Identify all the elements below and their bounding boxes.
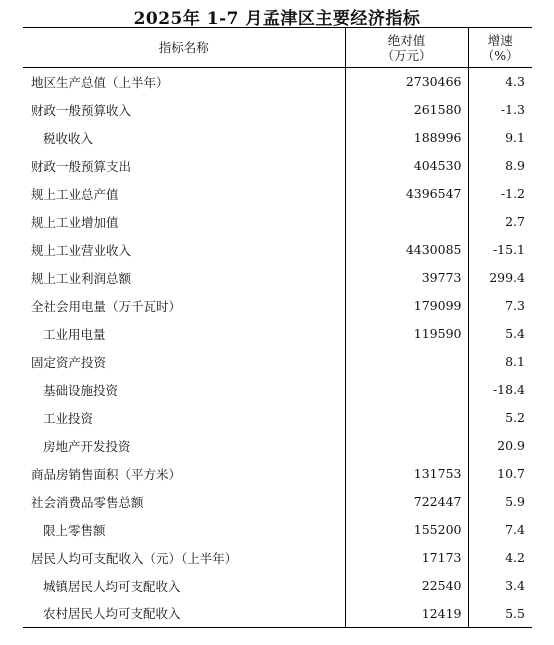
growth-rate-cell: 299.4 — [468, 264, 532, 292]
header-rate-unit: （%） — [481, 47, 519, 63]
growth-rate-cell: -15.1 — [468, 236, 532, 264]
absolute-value-cell: 2730466 — [345, 68, 468, 96]
growth-rate-cell: 8.1 — [468, 348, 532, 376]
absolute-value-cell — [345, 404, 468, 432]
growth-rate-cell: 5.5 — [468, 600, 532, 628]
growth-rate-cell: 3.4 — [468, 572, 532, 600]
absolute-value-cell — [345, 348, 468, 376]
growth-rate-cell: -1.3 — [468, 96, 532, 124]
table-row — [23, 180, 532, 208]
absolute-value-cell: 155200 — [345, 516, 468, 544]
table-row — [23, 432, 532, 460]
table-row — [23, 208, 532, 236]
growth-rate-cell: 10.7 — [468, 460, 532, 488]
growth-rate-cell: 5.9 — [468, 488, 532, 516]
indicator-name-cell: 地区生产总值（上半年） — [31, 74, 169, 90]
table-row — [23, 320, 532, 348]
table-row — [23, 600, 532, 628]
indicator-name-cell: 工业用电量 — [43, 326, 106, 342]
table-row — [23, 68, 532, 96]
header-value-label: 绝对值 — [387, 32, 426, 48]
absolute-value-cell: 179099 — [345, 292, 468, 320]
growth-rate-cell: 5.4 — [468, 320, 532, 348]
absolute-value-cell: 17173 — [345, 544, 468, 572]
absolute-value-cell: 4430085 — [345, 236, 468, 264]
growth-rate-cell: 7.4 — [468, 516, 532, 544]
absolute-value-cell: 722447 — [345, 488, 468, 516]
table-row — [23, 292, 532, 320]
table-row — [23, 152, 532, 180]
growth-rate-cell: 7.3 — [468, 292, 532, 320]
indicator-name-cell: 全社会用电量（万千瓦时） — [31, 298, 182, 314]
growth-rate-cell: 20.9 — [468, 432, 532, 460]
indicator-name-cell: 限上零售额 — [43, 522, 106, 538]
growth-rate-cell: -18.4 — [468, 376, 532, 404]
table-row — [23, 124, 532, 152]
header-rate-label: 增速 — [487, 32, 513, 48]
indicator-name-cell: 税收收入 — [43, 130, 94, 146]
growth-rate-cell: 4.2 — [468, 544, 532, 572]
table-row — [23, 96, 532, 124]
absolute-value-cell — [345, 432, 468, 460]
header-growth-rate — [468, 28, 532, 68]
table-row — [23, 264, 532, 292]
table-row — [23, 460, 532, 488]
page-title: 2025年 1-7 月孟津区主要经济指标 — [133, 9, 421, 29]
table-row — [23, 544, 532, 572]
table-row — [23, 516, 532, 544]
indicator-name-cell: 工业投资 — [43, 410, 94, 426]
absolute-value-cell: 404530 — [345, 152, 468, 180]
indicator-name-cell: 财政一般预算支出 — [31, 158, 132, 174]
indicator-name-cell: 规上工业利润总额 — [31, 270, 132, 286]
growth-rate-cell: 5.2 — [468, 404, 532, 432]
header-value-unit: （万元） — [381, 47, 432, 63]
table-body — [23, 68, 532, 628]
absolute-value-cell: 119590 — [345, 320, 468, 348]
absolute-value-cell: 131753 — [345, 460, 468, 488]
indicator-name-cell: 固定资产投资 — [31, 354, 107, 370]
absolute-value-cell: 188996 — [345, 124, 468, 152]
economic-indicators-table — [23, 27, 532, 628]
absolute-value-cell — [345, 208, 468, 236]
absolute-value-cell — [345, 376, 468, 404]
header-row — [23, 28, 532, 68]
indicator-name-cell: 基础设施投资 — [43, 382, 119, 398]
table-row — [23, 348, 532, 376]
absolute-value-cell: 4396547 — [345, 180, 468, 208]
indicator-name-cell: 财政一般预算收入 — [31, 102, 132, 118]
indicator-name-cell: 房地产开发投资 — [43, 438, 131, 454]
growth-rate-cell: -1.2 — [468, 180, 532, 208]
indicator-name-cell: 社会消费品零售总额 — [31, 494, 144, 510]
indicator-name-cell: 农村居民人均可支配收入 — [23, 600, 345, 628]
absolute-value-cell: 261580 — [345, 96, 468, 124]
header-absolute-value — [345, 28, 468, 68]
table-row — [23, 376, 532, 404]
indicator-name-cell: 居民人均可支配收入（元）（上半年） — [31, 550, 238, 566]
growth-rate-cell: 2.7 — [468, 208, 532, 236]
indicator-name-cell: 规上工业营业收入 — [31, 242, 132, 258]
header-indicator-name: 指标名称 — [23, 28, 345, 68]
table-header — [23, 28, 532, 68]
growth-rate-cell: 8.9 — [468, 152, 532, 180]
indicator-name-cell: 规上工业总产值 — [31, 186, 119, 202]
table-row — [23, 488, 532, 516]
absolute-value-cell: 39773 — [345, 264, 468, 292]
growth-rate-cell: 9.1 — [468, 124, 532, 152]
table-row — [23, 572, 532, 600]
table-row — [23, 236, 532, 264]
absolute-value-cell: 22540 — [345, 572, 468, 600]
table-row — [23, 404, 532, 432]
indicator-name-cell: 商品房销售面积（平方米） — [31, 466, 182, 482]
growth-rate-cell: 4.3 — [468, 68, 532, 96]
indicator-name-cell: 规上工业增加值 — [31, 214, 119, 230]
absolute-value-cell: 12419 — [345, 600, 468, 628]
indicator-name-cell: 城镇居民人均可支配收入 — [43, 578, 181, 594]
